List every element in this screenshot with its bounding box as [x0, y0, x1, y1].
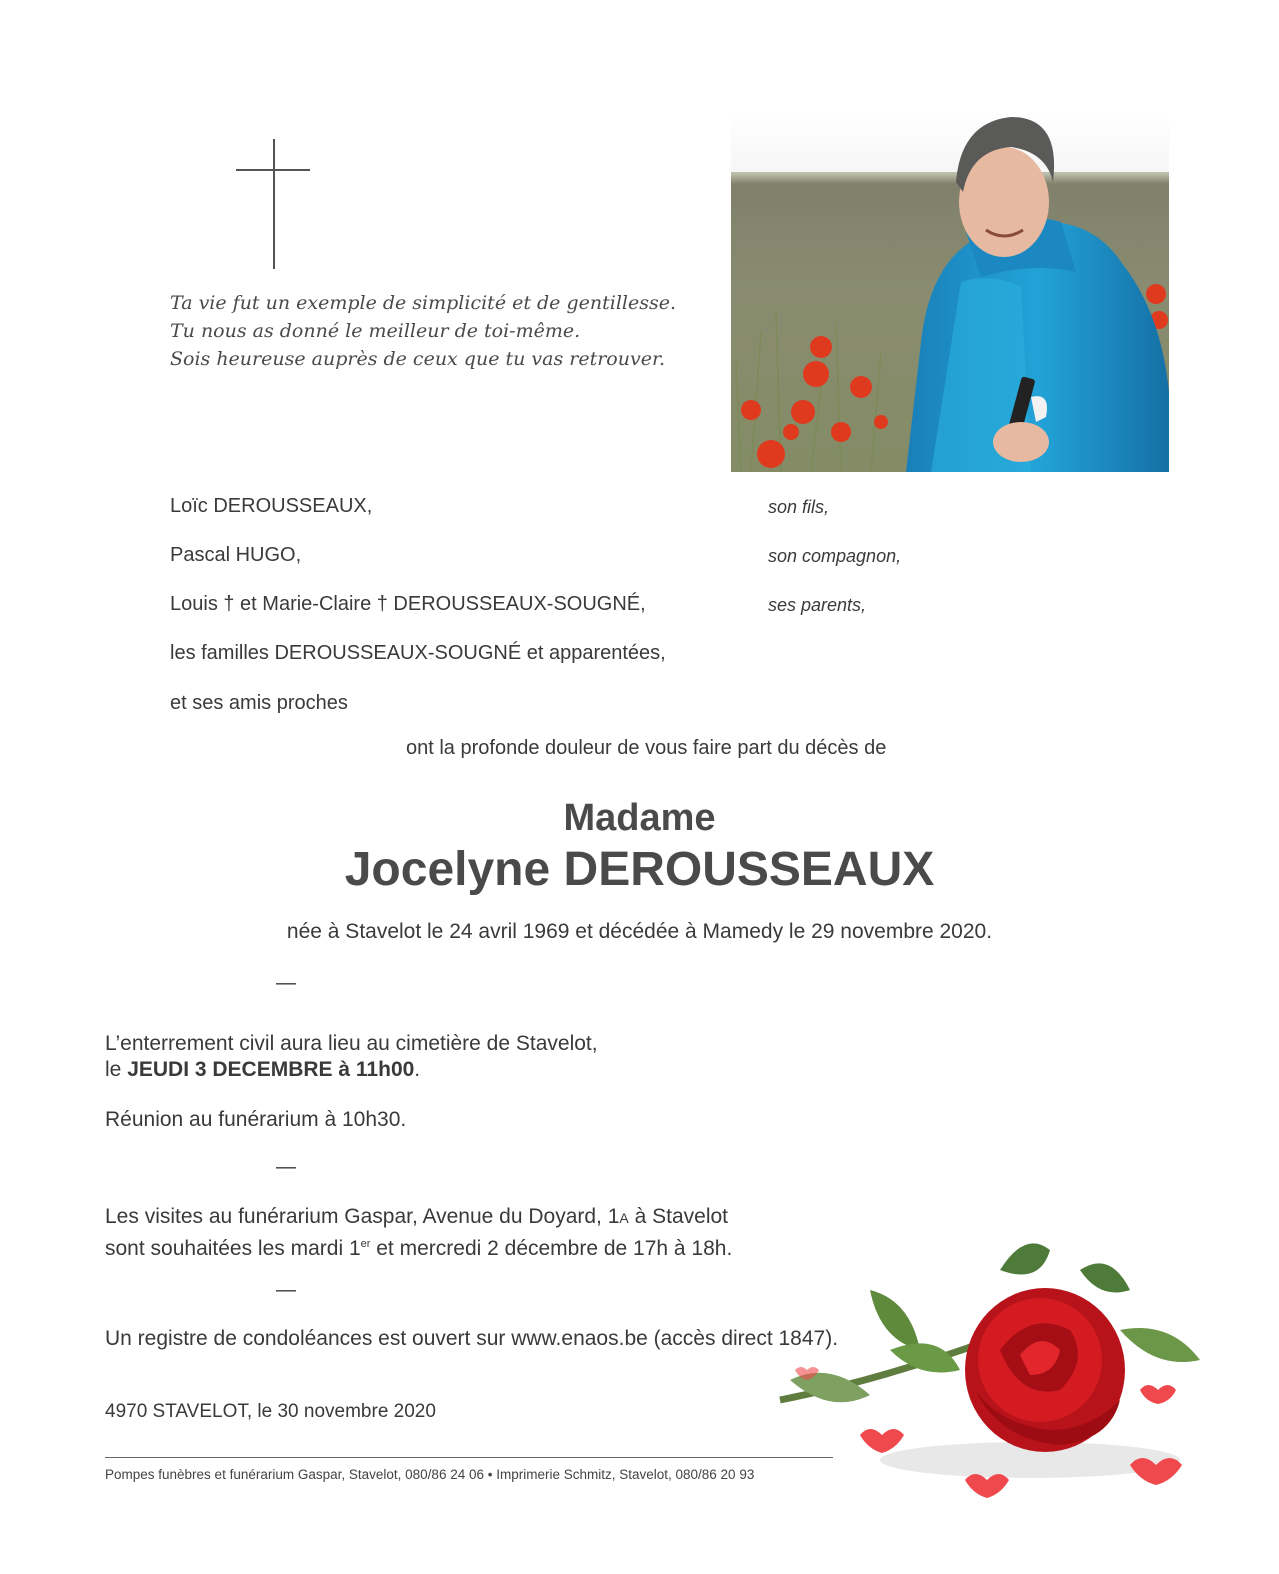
quote-line-2: Tu nous as donné le meilleur de toi-même.: [170, 320, 581, 342]
footer-credits: Pompes funèbres et funérarium Gaspar, Stavelot, 080/86 24 06 • Imprimerie Schmitz, Stavelot, 080/86 20 93: [105, 1467, 755, 1482]
family-member-name: Louis † et Marie-Claire † DEROUSSEAUX-SOUGNÉ,: [170, 593, 646, 615]
memorial-quote: [170, 289, 730, 373]
deceased-name: Jocelyne DEROUSSEAUX: [344, 843, 935, 896]
burial-date-time: JEUDI 3 DECEMBRE à 11h00: [127, 1058, 415, 1081]
separator-dash: —: [276, 972, 296, 994]
burial-info: [105, 1031, 598, 1083]
announcement-text: ont la profonde douleur de vous faire part du décès de: [406, 737, 887, 759]
visits-text: et mercredi 2 décembre de 17h à 18h.: [370, 1237, 733, 1260]
family-member-relation: son fils,: [768, 497, 830, 517]
burial-suffix: .: [414, 1058, 421, 1081]
visits-line-1: [105, 1204, 732, 1231]
family-member-name: Pascal HUGO,: [170, 544, 302, 566]
cross-icon-vertical: [273, 139, 275, 269]
visits-line-2: [105, 1231, 732, 1262]
burial-line-1: L’enterrement civil aura lieu au cimetière de Stavelot,: [105, 1032, 598, 1055]
birth-death-details: née à Stavelot le 24 avril 1969 et décédée à Mamedy le 29 novembre 2020.: [286, 920, 993, 943]
separator-dash: —: [276, 1279, 296, 1301]
quote-line-3: Sois heureuse auprès de ceux que tu vas retrouver.: [170, 348, 665, 370]
place-and-date: 4970 STAVELOT, le 30 novembre 2020: [105, 1401, 436, 1422]
cross-icon-horizontal: [236, 169, 310, 171]
family-member-relation: son compagnon,: [768, 546, 902, 566]
footer-divider: [105, 1457, 833, 1458]
deceased-title: Madame: [563, 797, 716, 839]
meeting-info: Réunion au funérarium à 10h30.: [105, 1108, 407, 1131]
family-member-relation: ses parents,: [768, 595, 867, 615]
ordinal-suffix: er: [360, 1238, 371, 1250]
address-suffix: A: [619, 1210, 629, 1226]
family-member-name: les familles DEROUSSEAUX-SOUGNÉ et apparentées,: [170, 642, 666, 664]
separator-dash: —: [276, 1156, 296, 1178]
visits-text: sont souhaitées les mardi 1: [105, 1237, 361, 1260]
visits-text: Les visites au funérarium Gaspar, Avenue du Doyard, 1: [105, 1205, 620, 1228]
portrait-photo: [731, 112, 1169, 472]
burial-prefix: le: [105, 1058, 128, 1081]
rose-image: [760, 1230, 1220, 1520]
condolences-info: Un registre de condoléances est ouvert sur www.enaos.be (accès direct 1847).: [105, 1327, 839, 1350]
family-member-name: Loïc DEROUSSEAUX,: [170, 495, 373, 517]
burial-line-2: [105, 1057, 598, 1083]
visits-text: à Stavelot: [628, 1205, 728, 1228]
visits-info: [105, 1204, 732, 1262]
quote-line-1: Ta vie fut un exemple de simplicité et de gentillesse.: [170, 292, 677, 314]
family-member-name: et ses amis proches: [170, 692, 348, 714]
